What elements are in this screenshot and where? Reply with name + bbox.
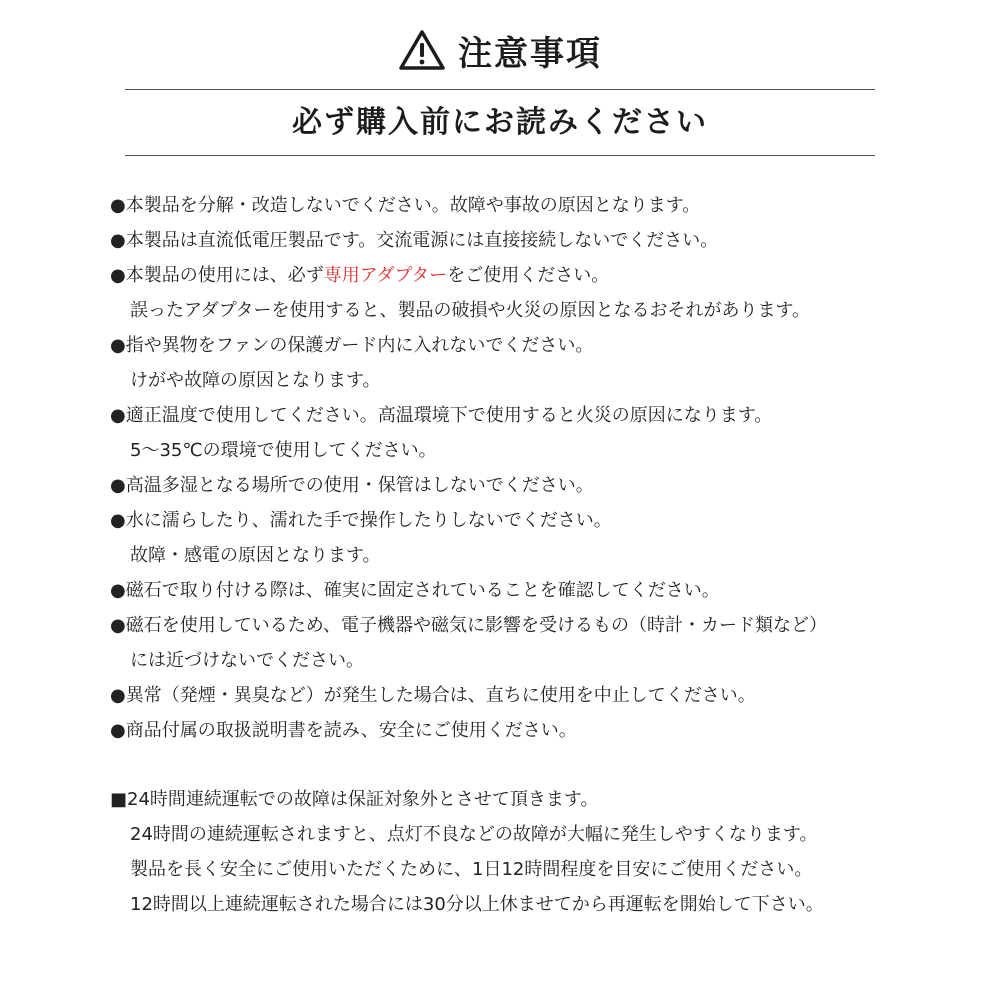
notice-item: ●本製品を分解・改造しないでください。故障や事故の原因となります。 (110, 195, 701, 216)
notice-item: ●水に濡らしたり、濡れた手で操作したりしないでください。 (110, 510, 612, 531)
notice-item: ●商品付属の取扱説明書を読み、安全にご使用ください。 (110, 720, 577, 741)
notice-item: ●指や異物をファンの保護ガード内に入れないでください。 (110, 335, 594, 356)
notice-item-detail: 5〜35℃の環境で使用してください。 (130, 440, 437, 461)
notice-body (110, 188, 890, 922)
warranty-note-line: 24時間の連続運転されますと、点灯不良などの故障が大幅に発生しやすくなります。 (130, 824, 818, 845)
divider-top (125, 89, 875, 90)
page-title: 注意事項 (458, 33, 602, 74)
header (0, 22, 1000, 78)
notice-item: ●異常（発煙・異臭など）が発生した場合は、直ちに使用を中止してください。 (110, 685, 756, 706)
section-gap (110, 748, 890, 782)
warranty-note-line: 12時間以上連続運転された場合には30分以上休ませてから再運転を開始して下さい。 (130, 894, 824, 915)
notice-item: ●磁石で取り付ける際は、確実に固定されていることを確認してください。 (110, 580, 720, 601)
notice-item: ●適正温度で使用してください。高温環境下で使用すると火災の原因になります。 (110, 405, 773, 426)
subtitle: 必ず購入前にお読みください (292, 105, 708, 140)
notice-item-detail: けがや故障の原因となります。 (130, 370, 381, 391)
notice-item-detail: には近づけないでください。 (130, 650, 364, 671)
divider-bottom (125, 155, 875, 156)
notice-item-detail: 故障・感電の原因となります。 (130, 545, 381, 566)
notice-item (110, 258, 890, 293)
notice-item-text: ●本製品の使用には、必ず (110, 265, 324, 286)
warranty-note-line: 製品を長く安全にご使用いただくために、1日12時間程度を目安にご使用ください。 (130, 859, 813, 880)
notice-item-text: をご使用ください。 (447, 265, 610, 286)
notice-item-detail: 誤ったアダプターを使用すると、製品の破損や火災の原因となるおそれがあります。 (130, 300, 811, 321)
notice-item: ●磁石を使用しているため、電子機器や磁気に影響を受けるもの（時計・カード類など） (110, 615, 827, 636)
warning-icon (398, 29, 446, 71)
notice-item: ●高温多湿となる場所での使用・保管はしないでください。 (110, 475, 594, 496)
warranty-note-heading: ■24時間連続運転での故障は保証対象外とさせて頂きます。 (110, 789, 599, 810)
dedicated-adapter-highlight: 専用アダプター (323, 265, 448, 286)
notice-item: ●本製品は直流低電圧製品です。交流電源には直接接続しないでください。 (110, 230, 719, 251)
